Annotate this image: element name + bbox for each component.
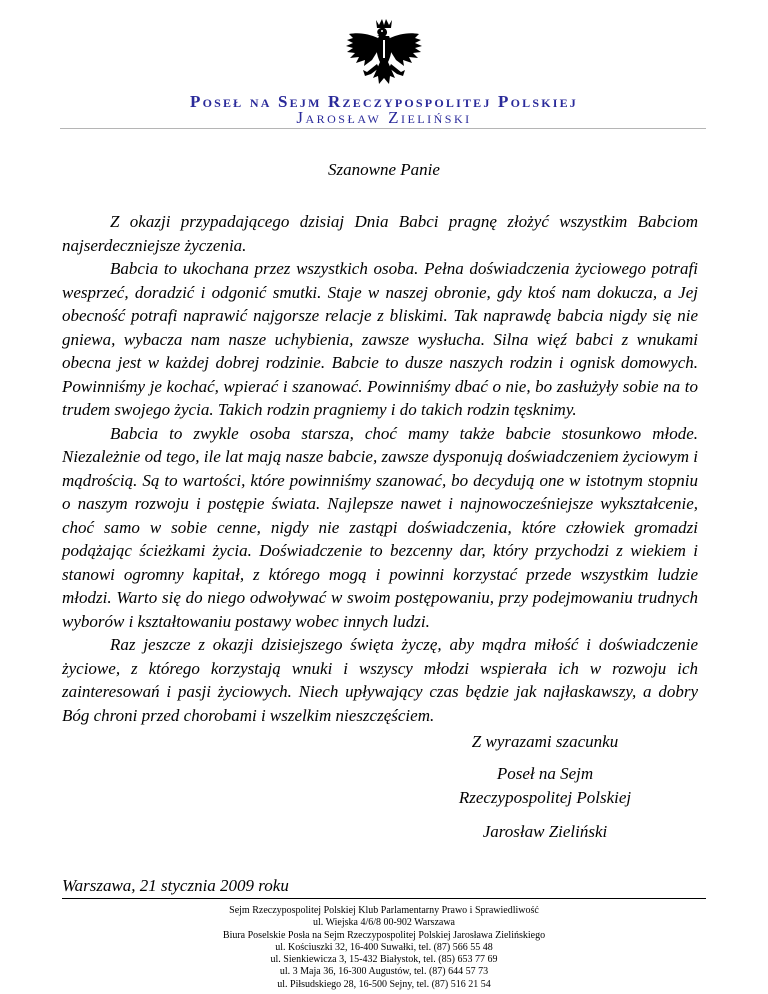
closing-regards: Z wyrazami szacunku bbox=[471, 732, 619, 751]
footer-line-3: Biura Poselskie Posła na Sejm Rzeczypospolitej Polskiej Jarosława Zielińskiego bbox=[222, 929, 546, 941]
footer-line-2: ul. Wiejska 4/6/8 00-902 Warszawa bbox=[312, 917, 455, 929]
footer-line-6: ul. 3 Maja 36, 16-300 Augustów, tel. (87) 644 57 73 bbox=[279, 966, 489, 978]
header-name: Jarosław Zieliński bbox=[296, 108, 472, 127]
footer-line-7: ul. Piłsudskiego 28, 16-500 Sejny, tel. (87) 516 21 54 bbox=[277, 978, 491, 990]
footer-line-5: ul. Sienkiewicza 3, 15-432 Białystok, tel. (85) 653 77 69 bbox=[270, 954, 498, 966]
header-title: Poseł na Sejm Rzeczypospolitej Polskiej bbox=[189, 92, 579, 111]
paragraph-3: Babcia to zwykle osoba starsza, choć mamy także babcie stosunkowo młode. Niezależnie od tego, ile lat mają nasze babcie, zawsze dysponują doświadczeniem życiowym i mądrością. Są to wartości, które powinniśmy szanować, bo decydują one w istotnym stopniu o naszym rozwoju i postępie świata. Najlepsze nawet i najnowocześniejsze wykształcenie, choć samo w sobie cenne, nigdy nie zastąpi doświadczenia, które człowiek gromadzi podążając ścieżkami życia. Doświadczenie to bezcenny dar, który przychodzi z wiekiem i stanowi ogromny kapitał, z którego mogą i powinni korzystać przede wszystkim ludzie młodzi. Warto się do niego odwoływać w swoim postępowaniu, przy podejmowaniu trudnych wyborów i kształtowaniu postawy wobec innych ludzi. bbox=[62, 423, 698, 631]
closing-title-line-2: Rzeczypospolitej Polskiej bbox=[458, 787, 632, 807]
paragraph-1: Z okazji przypadającego dzisiaj Dnia Babci pragnę złożyć wszystkim Babciom najserdeczniejsze życzenia. bbox=[62, 212, 698, 255]
letter-body bbox=[62, 210, 698, 727]
closing-title-line-1: Poseł na Sejm bbox=[496, 764, 594, 783]
eagle-emblem-icon bbox=[339, 16, 429, 92]
paragraph-2: Babcia to ukochana przez wszystkich osoba. Pełna doświadczenia życiowego potrafi wesprzeć, doradzić i odgonić smutki. Staje w naszej obronie, gdy ktoś nam dokucza, a Jej obecność potrafi naprawić najgorsze relacje z bliskimi. Tak naprawdę babcia nigdy się nie gniewa, wybacza nam nasze uchybienia, zawsze wysłucha. Silna więź babci z wnukami obecna jest w każdej dobrej rodzinie. Babcie to dusze naszych rodzin i ognisk domowych. Powinniśmy je kochać, wpierać i szanować. Powinniśmy dbać o nie, bo zasłużyły sobie na to trudem swojego życia. Takich rodzin pragniemy i do takich rodzin tęsknimy. bbox=[62, 259, 698, 419]
closing-title bbox=[420, 762, 670, 809]
footer bbox=[0, 905, 768, 991]
paragraph-4: Raz jeszcze z okazji dzisiejszego święta życzę, aby mądra miłość i doświadczenie życiowe, z którego korzystają wnuki i wszyscy młodzi wspierała ich w rozwoju ich zainteresowań i pasji życiowych. Niech upływający czas będzie jak najłaskawszy, a dobry Bóg chroni przed chorobami i wszelkim nieszczęściem. bbox=[62, 635, 698, 725]
footer-divider bbox=[62, 898, 706, 899]
footer-line-1: Sejm Rzeczypospolitej Polskiej Klub Parlamentarny Prawo i Sprawiedliwość bbox=[229, 905, 539, 916]
header-divider bbox=[60, 128, 706, 129]
place-date: Warszawa, 21 stycznia 2009 roku bbox=[62, 876, 289, 895]
footer-line-4: ul. Kościuszki 32, 16-400 Suwałki, tel. (87) 566 55 48 bbox=[275, 941, 493, 953]
salutation: Szanowne Panie bbox=[328, 160, 440, 179]
signature-name: Jarosław Zieliński bbox=[482, 822, 608, 841]
